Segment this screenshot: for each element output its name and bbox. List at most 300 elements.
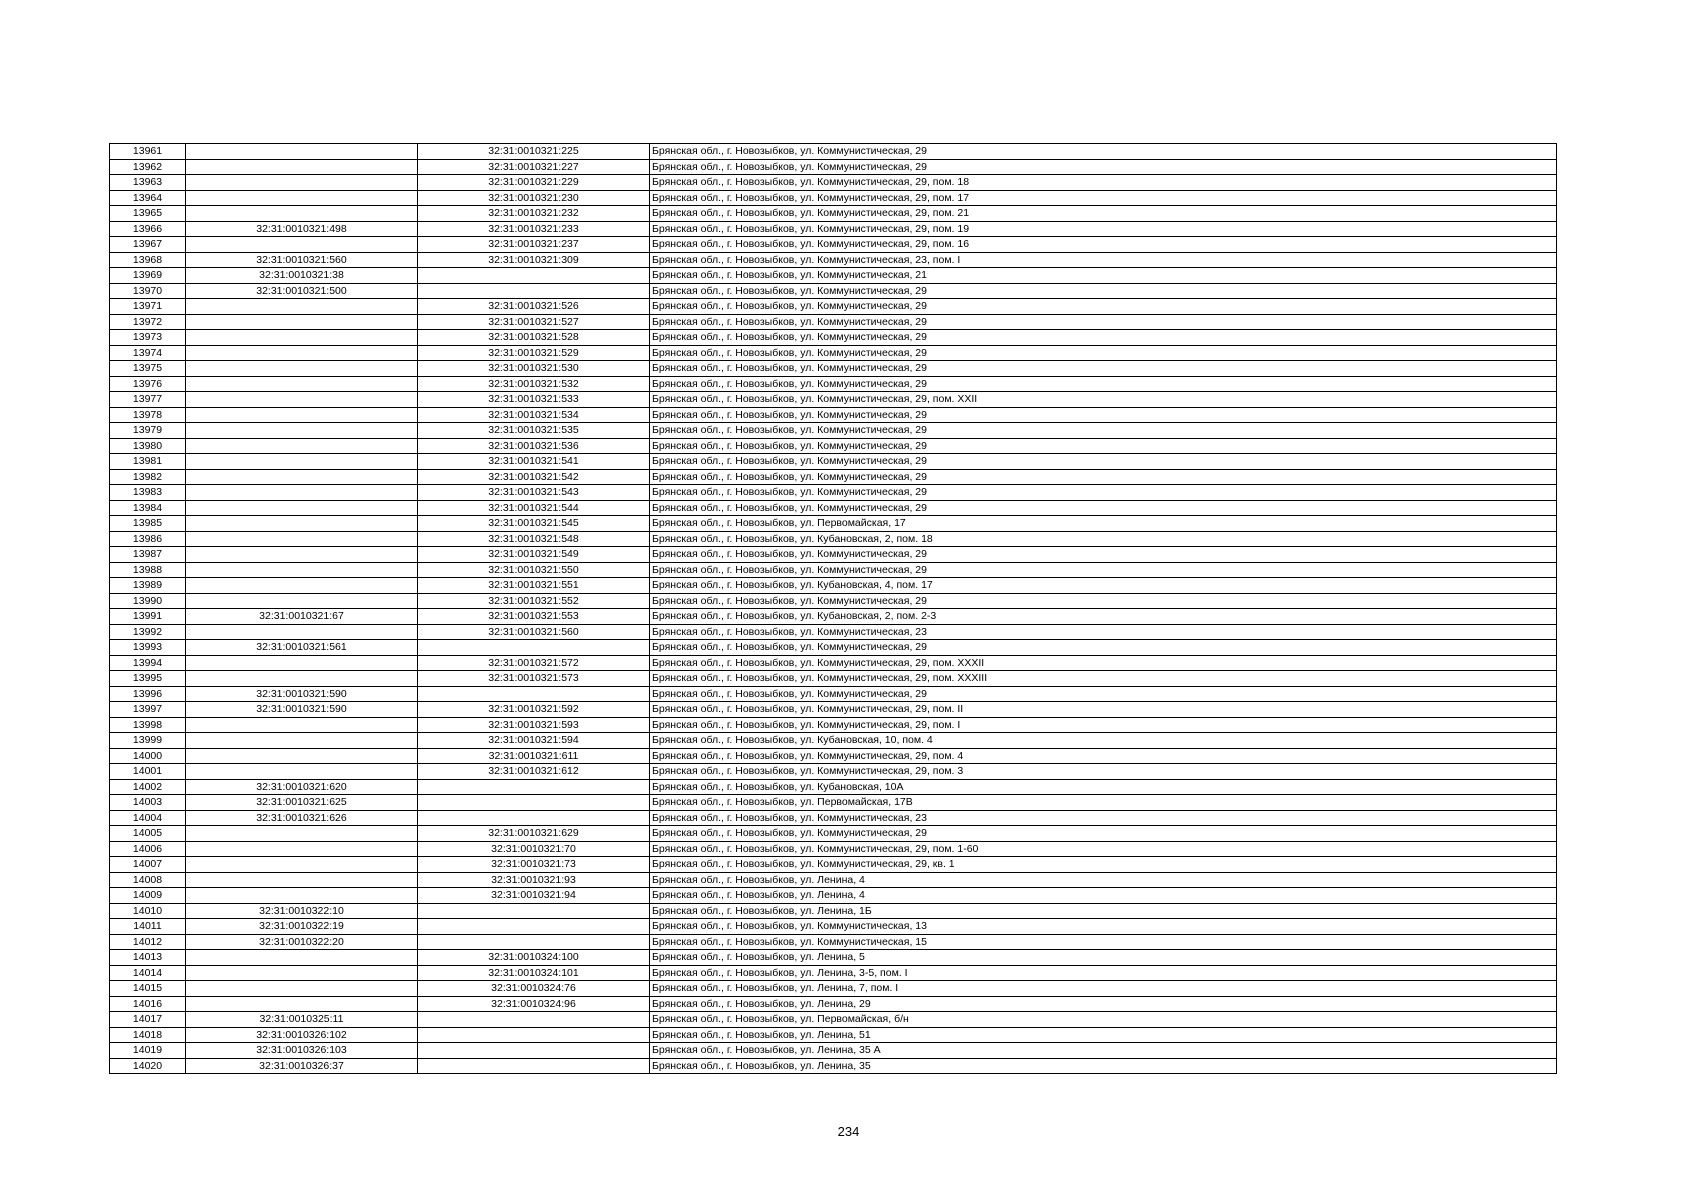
row-number-cell: 14008 — [110, 872, 186, 888]
land-plot-cadastral-cell: 32:31:0010321:620 — [186, 779, 418, 795]
row-number-cell: 14003 — [110, 795, 186, 811]
object-cadastral-cell: 32:31:0010321:535 — [418, 423, 650, 439]
land-plot-cadastral-cell — [186, 841, 418, 857]
land-plot-cadastral-cell — [186, 888, 418, 904]
table-row — [110, 841, 1557, 857]
row-number-cell: 13995 — [110, 671, 186, 687]
address-cell: Брянская обл., г. Новозыбков, ул. Коммунистическая, 23 — [650, 624, 1557, 640]
table-row — [110, 1012, 1557, 1028]
address-cell: Брянская обл., г. Новозыбков, ул. Коммунистическая, 29 — [650, 469, 1557, 485]
row-number-cell: 13996 — [110, 686, 186, 702]
object-cadastral-cell: 32:31:0010321:551 — [418, 578, 650, 594]
land-plot-cadastral-cell — [186, 438, 418, 454]
table-row — [110, 578, 1557, 594]
object-cadastral-cell: 32:31:0010321:593 — [418, 717, 650, 733]
object-cadastral-cell: 32:31:0010321:548 — [418, 531, 650, 547]
registry-table-body — [110, 144, 1557, 1074]
row-number-cell: 13962 — [110, 159, 186, 175]
table-row — [110, 516, 1557, 532]
row-number-cell: 14015 — [110, 981, 186, 997]
object-cadastral-cell — [418, 810, 650, 826]
object-cadastral-cell — [418, 779, 650, 795]
address-cell: Брянская обл., г. Новозыбков, ул. Коммунистическая, 23 — [650, 810, 1557, 826]
address-cell: Брянская обл., г. Новозыбков, ул. Коммунистическая, 29, пом. XXII — [650, 392, 1557, 408]
address-cell: Брянская обл., г. Новозыбков, ул. Коммунистическая, 29 — [650, 345, 1557, 361]
land-plot-cadastral-cell — [186, 345, 418, 361]
object-cadastral-cell: 32:31:0010324:76 — [418, 981, 650, 997]
table-row — [110, 950, 1557, 966]
row-number-cell: 13974 — [110, 345, 186, 361]
object-cadastral-cell — [418, 1027, 650, 1043]
land-plot-cadastral-cell: 32:31:0010321:500 — [186, 283, 418, 299]
row-number-cell: 13971 — [110, 299, 186, 315]
land-plot-cadastral-cell: 32:31:0010321:590 — [186, 702, 418, 718]
land-plot-cadastral-cell — [186, 516, 418, 532]
object-cadastral-cell: 32:31:0010321:527 — [418, 314, 650, 330]
table-row — [110, 934, 1557, 950]
row-number-cell: 13988 — [110, 562, 186, 578]
table-row — [110, 454, 1557, 470]
address-cell: Брянская обл., г. Новозыбков, ул. Коммунистическая, 29 — [650, 454, 1557, 470]
object-cadastral-cell: 32:31:0010321:544 — [418, 500, 650, 516]
row-number-cell: 13981 — [110, 454, 186, 470]
object-cadastral-cell: 32:31:0010321:534 — [418, 407, 650, 423]
registry-table-container — [109, 143, 1556, 1074]
land-plot-cadastral-cell — [186, 717, 418, 733]
address-cell: Брянская обл., г. Новозыбков, ул. Коммунистическая, 29, пом. 21 — [650, 206, 1557, 222]
land-plot-cadastral-cell: 32:31:0010321:498 — [186, 221, 418, 237]
object-cadastral-cell: 32:31:0010321:541 — [418, 454, 650, 470]
row-number-cell: 13994 — [110, 655, 186, 671]
object-cadastral-cell — [418, 640, 650, 656]
address-cell: Брянская обл., г. Новозыбков, ул. Коммунистическая, 29 — [650, 826, 1557, 842]
object-cadastral-cell: 32:31:0010321:592 — [418, 702, 650, 718]
row-number-cell: 13978 — [110, 407, 186, 423]
address-cell: Брянская обл., г. Новозыбков, ул. Ленина, 1Б — [650, 903, 1557, 919]
land-plot-cadastral-cell — [186, 190, 418, 206]
object-cadastral-cell: 32:31:0010321:611 — [418, 748, 650, 764]
address-cell: Брянская обл., г. Новозыбков, ул. Коммунистическая, 29, пом. 4 — [650, 748, 1557, 764]
address-cell: Брянская обл., г. Новозыбков, ул. Ленина, 51 — [650, 1027, 1557, 1043]
row-number-cell: 13963 — [110, 175, 186, 191]
object-cadastral-cell: 32:31:0010321:549 — [418, 547, 650, 563]
object-cadastral-cell: 32:31:0010321:545 — [418, 516, 650, 532]
table-row — [110, 655, 1557, 671]
address-cell: Брянская обл., г. Новозыбков, ул. Коммунистическая, 29 — [650, 376, 1557, 392]
land-plot-cadastral-cell — [186, 299, 418, 315]
table-row — [110, 547, 1557, 563]
land-plot-cadastral-cell: 32:31:0010326:102 — [186, 1027, 418, 1043]
land-plot-cadastral-cell — [186, 981, 418, 997]
land-plot-cadastral-cell: 32:31:0010321:590 — [186, 686, 418, 702]
address-cell: Брянская обл., г. Новозыбков, ул. Коммунистическая, 29, пом. 1-60 — [650, 841, 1557, 857]
address-cell: Брянская обл., г. Новозыбков, ул. Коммунистическая, 29, пом. XXXII — [650, 655, 1557, 671]
land-plot-cadastral-cell — [186, 500, 418, 516]
table-row — [110, 1027, 1557, 1043]
row-number-cell: 14016 — [110, 996, 186, 1012]
land-plot-cadastral-cell — [186, 965, 418, 981]
address-cell: Брянская обл., г. Новозыбков, ул. Кубановская, 2, пом. 18 — [650, 531, 1557, 547]
row-number-cell: 13983 — [110, 485, 186, 501]
row-number-cell: 14011 — [110, 919, 186, 935]
land-plot-cadastral-cell — [186, 469, 418, 485]
row-number-cell: 13969 — [110, 268, 186, 284]
address-cell: Брянская обл., г. Новозыбков, ул. Коммунистическая, 29 — [650, 485, 1557, 501]
land-plot-cadastral-cell — [186, 392, 418, 408]
land-plot-cadastral-cell — [186, 237, 418, 253]
land-plot-cadastral-cell — [186, 857, 418, 873]
table-row — [110, 159, 1557, 175]
land-plot-cadastral-cell — [186, 407, 418, 423]
row-number-cell: 13976 — [110, 376, 186, 392]
address-cell: Брянская обл., г. Новозыбков, ул. Кубановская, 4, пом. 17 — [650, 578, 1557, 594]
row-number-cell: 13972 — [110, 314, 186, 330]
object-cadastral-cell — [418, 795, 650, 811]
table-row — [110, 376, 1557, 392]
address-cell: Брянская обл., г. Новозыбков, ул. Кубановская, 10, пом. 4 — [650, 733, 1557, 749]
address-cell: Брянская обл., г. Новозыбков, ул. Коммунистическая, 29, пом. 3 — [650, 764, 1557, 780]
table-row — [110, 624, 1557, 640]
address-cell: Брянская обл., г. Новозыбков, ул. Первомайская, б/н — [650, 1012, 1557, 1028]
address-cell: Брянская обл., г. Новозыбков, ул. Ленина, 4 — [650, 872, 1557, 888]
row-number-cell: 13980 — [110, 438, 186, 454]
address-cell: Брянская обл., г. Новозыбков, ул. Коммунистическая, 29 — [650, 500, 1557, 516]
row-number-cell: 13967 — [110, 237, 186, 253]
table-row — [110, 733, 1557, 749]
object-cadastral-cell — [418, 903, 650, 919]
table-row — [110, 221, 1557, 237]
land-plot-cadastral-cell — [186, 531, 418, 547]
object-cadastral-cell: 32:31:0010321:530 — [418, 361, 650, 377]
object-cadastral-cell: 32:31:0010324:96 — [418, 996, 650, 1012]
table-row — [110, 686, 1557, 702]
table-row — [110, 810, 1557, 826]
table-row — [110, 268, 1557, 284]
row-number-cell: 14009 — [110, 888, 186, 904]
land-plot-cadastral-cell — [186, 950, 418, 966]
object-cadastral-cell — [418, 934, 650, 950]
row-number-cell: 13998 — [110, 717, 186, 733]
land-plot-cadastral-cell — [186, 330, 418, 346]
table-row — [110, 469, 1557, 485]
row-number-cell: 13990 — [110, 593, 186, 609]
address-cell: Брянская обл., г. Новозыбков, ул. Коммунистическая, 29 — [650, 593, 1557, 609]
row-number-cell: 13992 — [110, 624, 186, 640]
row-number-cell: 13993 — [110, 640, 186, 656]
row-number-cell: 13965 — [110, 206, 186, 222]
land-plot-cadastral-cell — [186, 996, 418, 1012]
table-row — [110, 531, 1557, 547]
address-cell: Брянская обл., г. Новозыбков, ул. Коммунистическая, 13 — [650, 919, 1557, 935]
table-row — [110, 175, 1557, 191]
object-cadastral-cell — [418, 283, 650, 299]
table-row — [110, 903, 1557, 919]
land-plot-cadastral-cell — [186, 314, 418, 330]
row-number-cell: 14019 — [110, 1043, 186, 1059]
row-number-cell: 14007 — [110, 857, 186, 873]
row-number-cell: 14013 — [110, 950, 186, 966]
land-plot-cadastral-cell: 32:31:0010321:560 — [186, 252, 418, 268]
table-row — [110, 237, 1557, 253]
address-cell: Брянская обл., г. Новозыбков, ул. Коммунистическая, 29, пом. 18 — [650, 175, 1557, 191]
object-cadastral-cell: 32:31:0010321:70 — [418, 841, 650, 857]
row-number-cell: 13985 — [110, 516, 186, 532]
row-number-cell: 13961 — [110, 144, 186, 160]
object-cadastral-cell: 32:31:0010321:543 — [418, 485, 650, 501]
object-cadastral-cell — [418, 1043, 650, 1059]
land-plot-cadastral-cell — [186, 671, 418, 687]
land-plot-cadastral-cell: 32:31:0010322:19 — [186, 919, 418, 935]
address-cell: Брянская обл., г. Новозыбков, ул. Коммунистическая, 23, пом. I — [650, 252, 1557, 268]
table-row — [110, 779, 1557, 795]
object-cadastral-cell: 32:31:0010321:572 — [418, 655, 650, 671]
table-row — [110, 314, 1557, 330]
land-plot-cadastral-cell — [186, 733, 418, 749]
land-plot-cadastral-cell — [186, 423, 418, 439]
address-cell: Брянская обл., г. Новозыбков, ул. Ленина, 5 — [650, 950, 1557, 966]
object-cadastral-cell: 32:31:0010321:229 — [418, 175, 650, 191]
table-row — [110, 392, 1557, 408]
object-cadastral-cell: 32:31:0010321:309 — [418, 252, 650, 268]
address-cell: Брянская обл., г. Новозыбков, ул. Ленина, 35 — [650, 1058, 1557, 1074]
object-cadastral-cell: 32:31:0010321:532 — [418, 376, 650, 392]
land-plot-cadastral-cell: 32:31:0010321:626 — [186, 810, 418, 826]
address-cell: Брянская обл., г. Новозыбков, ул. Коммунистическая, 29 — [650, 686, 1557, 702]
land-plot-cadastral-cell: 32:31:0010321:561 — [186, 640, 418, 656]
row-number-cell: 13977 — [110, 392, 186, 408]
object-cadastral-cell: 32:31:0010324:101 — [418, 965, 650, 981]
land-plot-cadastral-cell — [186, 485, 418, 501]
address-cell: Брянская обл., г. Новозыбков, ул. Коммунистическая, 21 — [650, 268, 1557, 284]
object-cadastral-cell: 32:31:0010321:526 — [418, 299, 650, 315]
row-number-cell: 13973 — [110, 330, 186, 346]
row-number-cell: 13975 — [110, 361, 186, 377]
row-number-cell: 14014 — [110, 965, 186, 981]
address-cell: Брянская обл., г. Новозыбков, ул. Коммунистическая, 29 — [650, 361, 1557, 377]
table-row — [110, 593, 1557, 609]
land-plot-cadastral-cell — [186, 872, 418, 888]
address-cell: Брянская обл., г. Новозыбков, ул. Коммунистическая, 29 — [650, 283, 1557, 299]
table-row — [110, 795, 1557, 811]
address-cell: Брянская обл., г. Новозыбков, ул. Первомайская, 17В — [650, 795, 1557, 811]
table-row — [110, 438, 1557, 454]
object-cadastral-cell: 32:31:0010321:237 — [418, 237, 650, 253]
table-row — [110, 981, 1557, 997]
table-row — [110, 640, 1557, 656]
object-cadastral-cell: 32:31:0010321:560 — [418, 624, 650, 640]
land-plot-cadastral-cell — [186, 624, 418, 640]
object-cadastral-cell: 32:31:0010321:225 — [418, 144, 650, 160]
object-cadastral-cell: 32:31:0010321:529 — [418, 345, 650, 361]
table-row — [110, 872, 1557, 888]
row-number-cell: 13989 — [110, 578, 186, 594]
object-cadastral-cell — [418, 919, 650, 935]
land-plot-cadastral-cell — [186, 376, 418, 392]
address-cell: Брянская обл., г. Новозыбков, ул. Коммунистическая, 29, пом. 19 — [650, 221, 1557, 237]
row-number-cell: 14018 — [110, 1027, 186, 1043]
table-row — [110, 485, 1557, 501]
table-row — [110, 206, 1557, 222]
table-row — [110, 500, 1557, 516]
row-number-cell: 14012 — [110, 934, 186, 950]
land-plot-cadastral-cell: 32:31:0010321:625 — [186, 795, 418, 811]
address-cell: Брянская обл., г. Новозыбков, ул. Ленина, 3-5, пом. I — [650, 965, 1557, 981]
land-plot-cadastral-cell: 32:31:0010321:67 — [186, 609, 418, 625]
address-cell: Брянская обл., г. Новозыбков, ул. Коммунистическая, 29 — [650, 159, 1557, 175]
address-cell: Брянская обл., г. Новозыбков, ул. Кубановская, 10А — [650, 779, 1557, 795]
object-cadastral-cell: 32:31:0010321:93 — [418, 872, 650, 888]
address-cell: Брянская обл., г. Новозыбков, ул. Ленина, 35 А — [650, 1043, 1557, 1059]
object-cadastral-cell: 32:31:0010321:536 — [418, 438, 650, 454]
land-plot-cadastral-cell — [186, 593, 418, 609]
land-plot-cadastral-cell — [186, 175, 418, 191]
object-cadastral-cell: 32:31:0010321:629 — [418, 826, 650, 842]
table-row — [110, 702, 1557, 718]
address-cell: Брянская обл., г. Новозыбков, ул. Коммунистическая, 29, кв. 1 — [650, 857, 1557, 873]
address-cell: Брянская обл., г. Новозыбков, ул. Ленина, 29 — [650, 996, 1557, 1012]
row-number-cell: 14006 — [110, 841, 186, 857]
object-cadastral-cell: 32:31:0010321:73 — [418, 857, 650, 873]
row-number-cell: 13970 — [110, 283, 186, 299]
address-cell: Брянская обл., г. Новозыбков, ул. Коммунистическая, 29, пом. II — [650, 702, 1557, 718]
table-row — [110, 1058, 1557, 1074]
land-plot-cadastral-cell — [186, 547, 418, 563]
land-plot-cadastral-cell — [186, 454, 418, 470]
address-cell: Брянская обл., г. Новозыбков, ул. Коммунистическая, 29 — [650, 144, 1557, 160]
table-row — [110, 299, 1557, 315]
table-row — [110, 1043, 1557, 1059]
object-cadastral-cell: 32:31:0010321:528 — [418, 330, 650, 346]
address-cell: Брянская обл., г. Новозыбков, ул. Коммунистическая, 29, пом. 17 — [650, 190, 1557, 206]
table-row — [110, 330, 1557, 346]
object-cadastral-cell — [418, 686, 650, 702]
table-row — [110, 764, 1557, 780]
address-cell: Брянская обл., г. Новозыбков, ул. Первомайская, 17 — [650, 516, 1557, 532]
address-cell: Брянская обл., г. Новозыбков, ул. Коммунистическая, 29 — [650, 547, 1557, 563]
land-plot-cadastral-cell — [186, 562, 418, 578]
land-plot-cadastral-cell — [186, 826, 418, 842]
object-cadastral-cell — [418, 1012, 650, 1028]
row-number-cell: 13966 — [110, 221, 186, 237]
object-cadastral-cell: 32:31:0010321:232 — [418, 206, 650, 222]
land-plot-cadastral-cell — [186, 748, 418, 764]
address-cell: Брянская обл., г. Новозыбков, ул. Коммунистическая, 29 — [650, 407, 1557, 423]
object-cadastral-cell: 32:31:0010321:230 — [418, 190, 650, 206]
row-number-cell: 14017 — [110, 1012, 186, 1028]
table-row — [110, 252, 1557, 268]
row-number-cell: 13982 — [110, 469, 186, 485]
table-row — [110, 562, 1557, 578]
land-plot-cadastral-cell — [186, 206, 418, 222]
table-row — [110, 748, 1557, 764]
row-number-cell: 14001 — [110, 764, 186, 780]
object-cadastral-cell: 32:31:0010321:550 — [418, 562, 650, 578]
address-cell: Брянская обл., г. Новозыбков, ул. Ленина, 7, пом. I — [650, 981, 1557, 997]
row-number-cell: 14005 — [110, 826, 186, 842]
address-cell: Брянская обл., г. Новозыбков, ул. Коммунистическая, 29 — [650, 299, 1557, 315]
row-number-cell: 14020 — [110, 1058, 186, 1074]
row-number-cell: 13987 — [110, 547, 186, 563]
table-row — [110, 407, 1557, 423]
land-plot-cadastral-cell — [186, 578, 418, 594]
land-plot-cadastral-cell: 32:31:0010321:38 — [186, 268, 418, 284]
object-cadastral-cell: 32:31:0010321:94 — [418, 888, 650, 904]
address-cell: Брянская обл., г. Новозыбков, ул. Ленина, 4 — [650, 888, 1557, 904]
address-cell: Брянская обл., г. Новозыбков, ул. Коммунистическая, 29 — [650, 438, 1557, 454]
table-row — [110, 609, 1557, 625]
address-cell: Брянская обл., г. Новозыбков, ул. Коммунистическая, 29 — [650, 423, 1557, 439]
table-row — [110, 190, 1557, 206]
object-cadastral-cell: 32:31:0010321:612 — [418, 764, 650, 780]
page-number: 234 — [837, 1124, 860, 1139]
table-row — [110, 423, 1557, 439]
table-row — [110, 965, 1557, 981]
object-cadastral-cell: 32:31:0010321:533 — [418, 392, 650, 408]
row-number-cell: 13991 — [110, 609, 186, 625]
row-number-cell: 13984 — [110, 500, 186, 516]
table-row — [110, 144, 1557, 160]
object-cadastral-cell — [418, 268, 650, 284]
table-row — [110, 345, 1557, 361]
table-row — [110, 826, 1557, 842]
address-cell: Брянская обл., г. Новозыбков, ул. Коммунистическая, 29 — [650, 640, 1557, 656]
land-plot-cadastral-cell: 32:31:0010326:103 — [186, 1043, 418, 1059]
land-plot-cadastral-cell — [186, 764, 418, 780]
land-plot-cadastral-cell: 32:31:0010326:37 — [186, 1058, 418, 1074]
address-cell: Брянская обл., г. Новозыбков, ул. Коммунистическая, 29, пом. 16 — [650, 237, 1557, 253]
land-plot-cadastral-cell: 32:31:0010322:20 — [186, 934, 418, 950]
row-number-cell: 13986 — [110, 531, 186, 547]
land-plot-cadastral-cell — [186, 361, 418, 377]
address-cell: Брянская обл., г. Новозыбков, ул. Коммунистическая, 29 — [650, 314, 1557, 330]
row-number-cell: 13968 — [110, 252, 186, 268]
land-plot-cadastral-cell: 32:31:0010325:11 — [186, 1012, 418, 1028]
object-cadastral-cell: 32:31:0010321:227 — [418, 159, 650, 175]
address-cell: Брянская обл., г. Новозыбков, ул. Коммунистическая, 15 — [650, 934, 1557, 950]
table-row — [110, 283, 1557, 299]
object-cadastral-cell: 32:31:0010321:573 — [418, 671, 650, 687]
address-cell: Брянская обл., г. Новозыбков, ул. Коммунистическая, 29, пом. XXXIII — [650, 671, 1557, 687]
row-number-cell: 13999 — [110, 733, 186, 749]
address-cell: Брянская обл., г. Новозыбков, ул. Коммунистическая, 29 — [650, 330, 1557, 346]
land-plot-cadastral-cell: 32:31:0010322:10 — [186, 903, 418, 919]
object-cadastral-cell: 32:31:0010324:100 — [418, 950, 650, 966]
address-cell: Брянская обл., г. Новозыбков, ул. Кубановская, 2, пом. 2-3 — [650, 609, 1557, 625]
table-row — [110, 996, 1557, 1012]
object-cadastral-cell — [418, 1058, 650, 1074]
land-plot-cadastral-cell — [186, 144, 418, 160]
row-number-cell: 14010 — [110, 903, 186, 919]
table-row — [110, 857, 1557, 873]
row-number-cell: 14002 — [110, 779, 186, 795]
object-cadastral-cell: 32:31:0010321:552 — [418, 593, 650, 609]
land-plot-cadastral-cell — [186, 655, 418, 671]
table-row — [110, 919, 1557, 935]
object-cadastral-cell: 32:31:0010321:553 — [418, 609, 650, 625]
row-number-cell: 13979 — [110, 423, 186, 439]
object-cadastral-cell: 32:31:0010321:542 — [418, 469, 650, 485]
address-cell: Брянская обл., г. Новозыбков, ул. Коммунистическая, 29, пом. I — [650, 717, 1557, 733]
table-row — [110, 361, 1557, 377]
row-number-cell: 14000 — [110, 748, 186, 764]
row-number-cell: 13964 — [110, 190, 186, 206]
row-number-cell: 14004 — [110, 810, 186, 826]
registry-table — [109, 143, 1557, 1074]
object-cadastral-cell: 32:31:0010321:594 — [418, 733, 650, 749]
land-plot-cadastral-cell — [186, 159, 418, 175]
object-cadastral-cell: 32:31:0010321:233 — [418, 221, 650, 237]
table-row — [110, 717, 1557, 733]
